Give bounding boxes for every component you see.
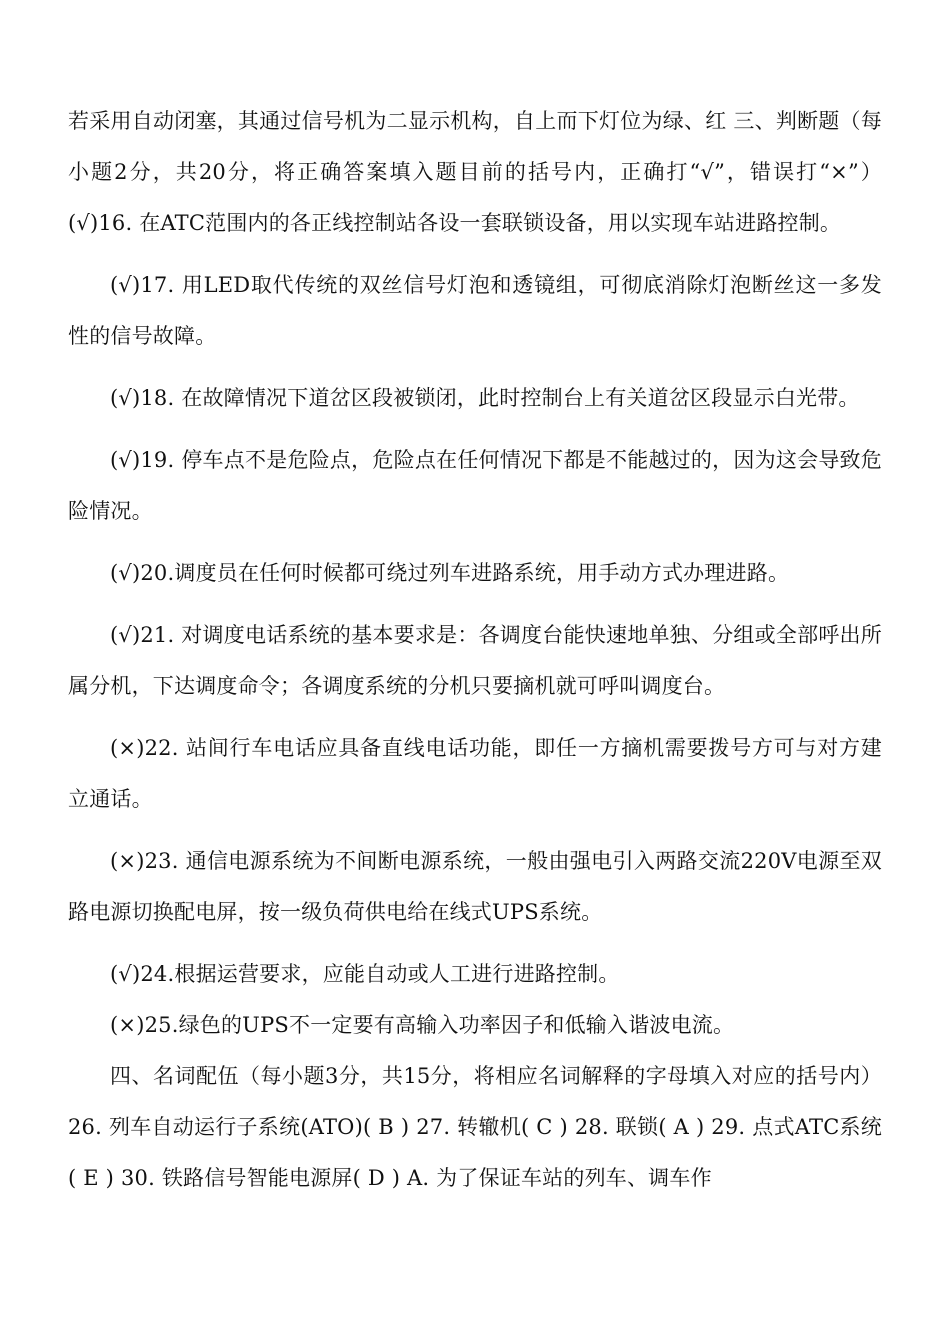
- paragraph-q22: (×)22. 站间行车电话应具备直线电话功能，即任一方摘机需要拨号方可与对方建立通话。: [68, 736, 882, 811]
- paragraph-q23: (×)23. 通信电源系统为不间断电源系统，一般由强电引入两路交流220V电源至双路电源切换配电屏，按一级负荷供电给在线式UPS系统。: [68, 849, 882, 924]
- paragraph-q25: (×)25.绿色的UPS不一定要有高输入功率因子和低输入谐波电流。: [110, 1013, 735, 1037]
- paragraph-intro-q16: 若采用自动闭塞，其通过信号机为二显示机构，自上而下灯位为绿、红 三、判断题（每小题2分，共20分，将正确答案填入题目前的括号内，正确打“√”，错误打“×”） (√)16. 在ATC范围内的各正线控制站各设一套联锁设备，用以实现车站进路控制。: [68, 109, 882, 235]
- paragraph-section-four: 四、名词配伍（每小题3分，共15分，将相应名词解释的字母填入对应的括号内） 26. 列车自动运行子系统(ATO)( B ) 27. 转辙机( C ) 28. 联锁( A ) 29. 点式ATC系统( E ) 30. 铁路信号智能电源屏( D ) A. 为了保证车站的列车、调车作: [68, 1064, 882, 1190]
- paragraph-q21: (√)21. 对调度电话系统的基本要求是：各调度台能快速地单独、分组或全部呼出所属分机，下达调度命令；各调度系统的分机只要摘机就可呼叫调度台。: [68, 623, 882, 698]
- document-body: [68, 96, 882, 1215]
- paragraph-q18: (√)18. 在故障情况下道岔区段被锁闭，此时控制台上有关道岔区段显示白光带。: [110, 386, 860, 410]
- paragraph-q24: (√)24.根据运营要求，应能自动或人工进行进路控制。: [110, 962, 620, 986]
- paragraph-q20: (√)20.调度员在任何时候都可绕过列车进路系统，用手动方式办理进路。: [110, 561, 790, 585]
- paragraph-q17: (√)17. 用LED取代传统的双丝信号灯泡和透镜组，可彻底消除灯泡断丝这一多发性的信号故障。: [68, 273, 882, 348]
- paragraph-q19: (√)19. 停车点不是危险点，危险点在任何情况下都是不能越过的，因为这会导致危险情况。: [68, 448, 882, 523]
